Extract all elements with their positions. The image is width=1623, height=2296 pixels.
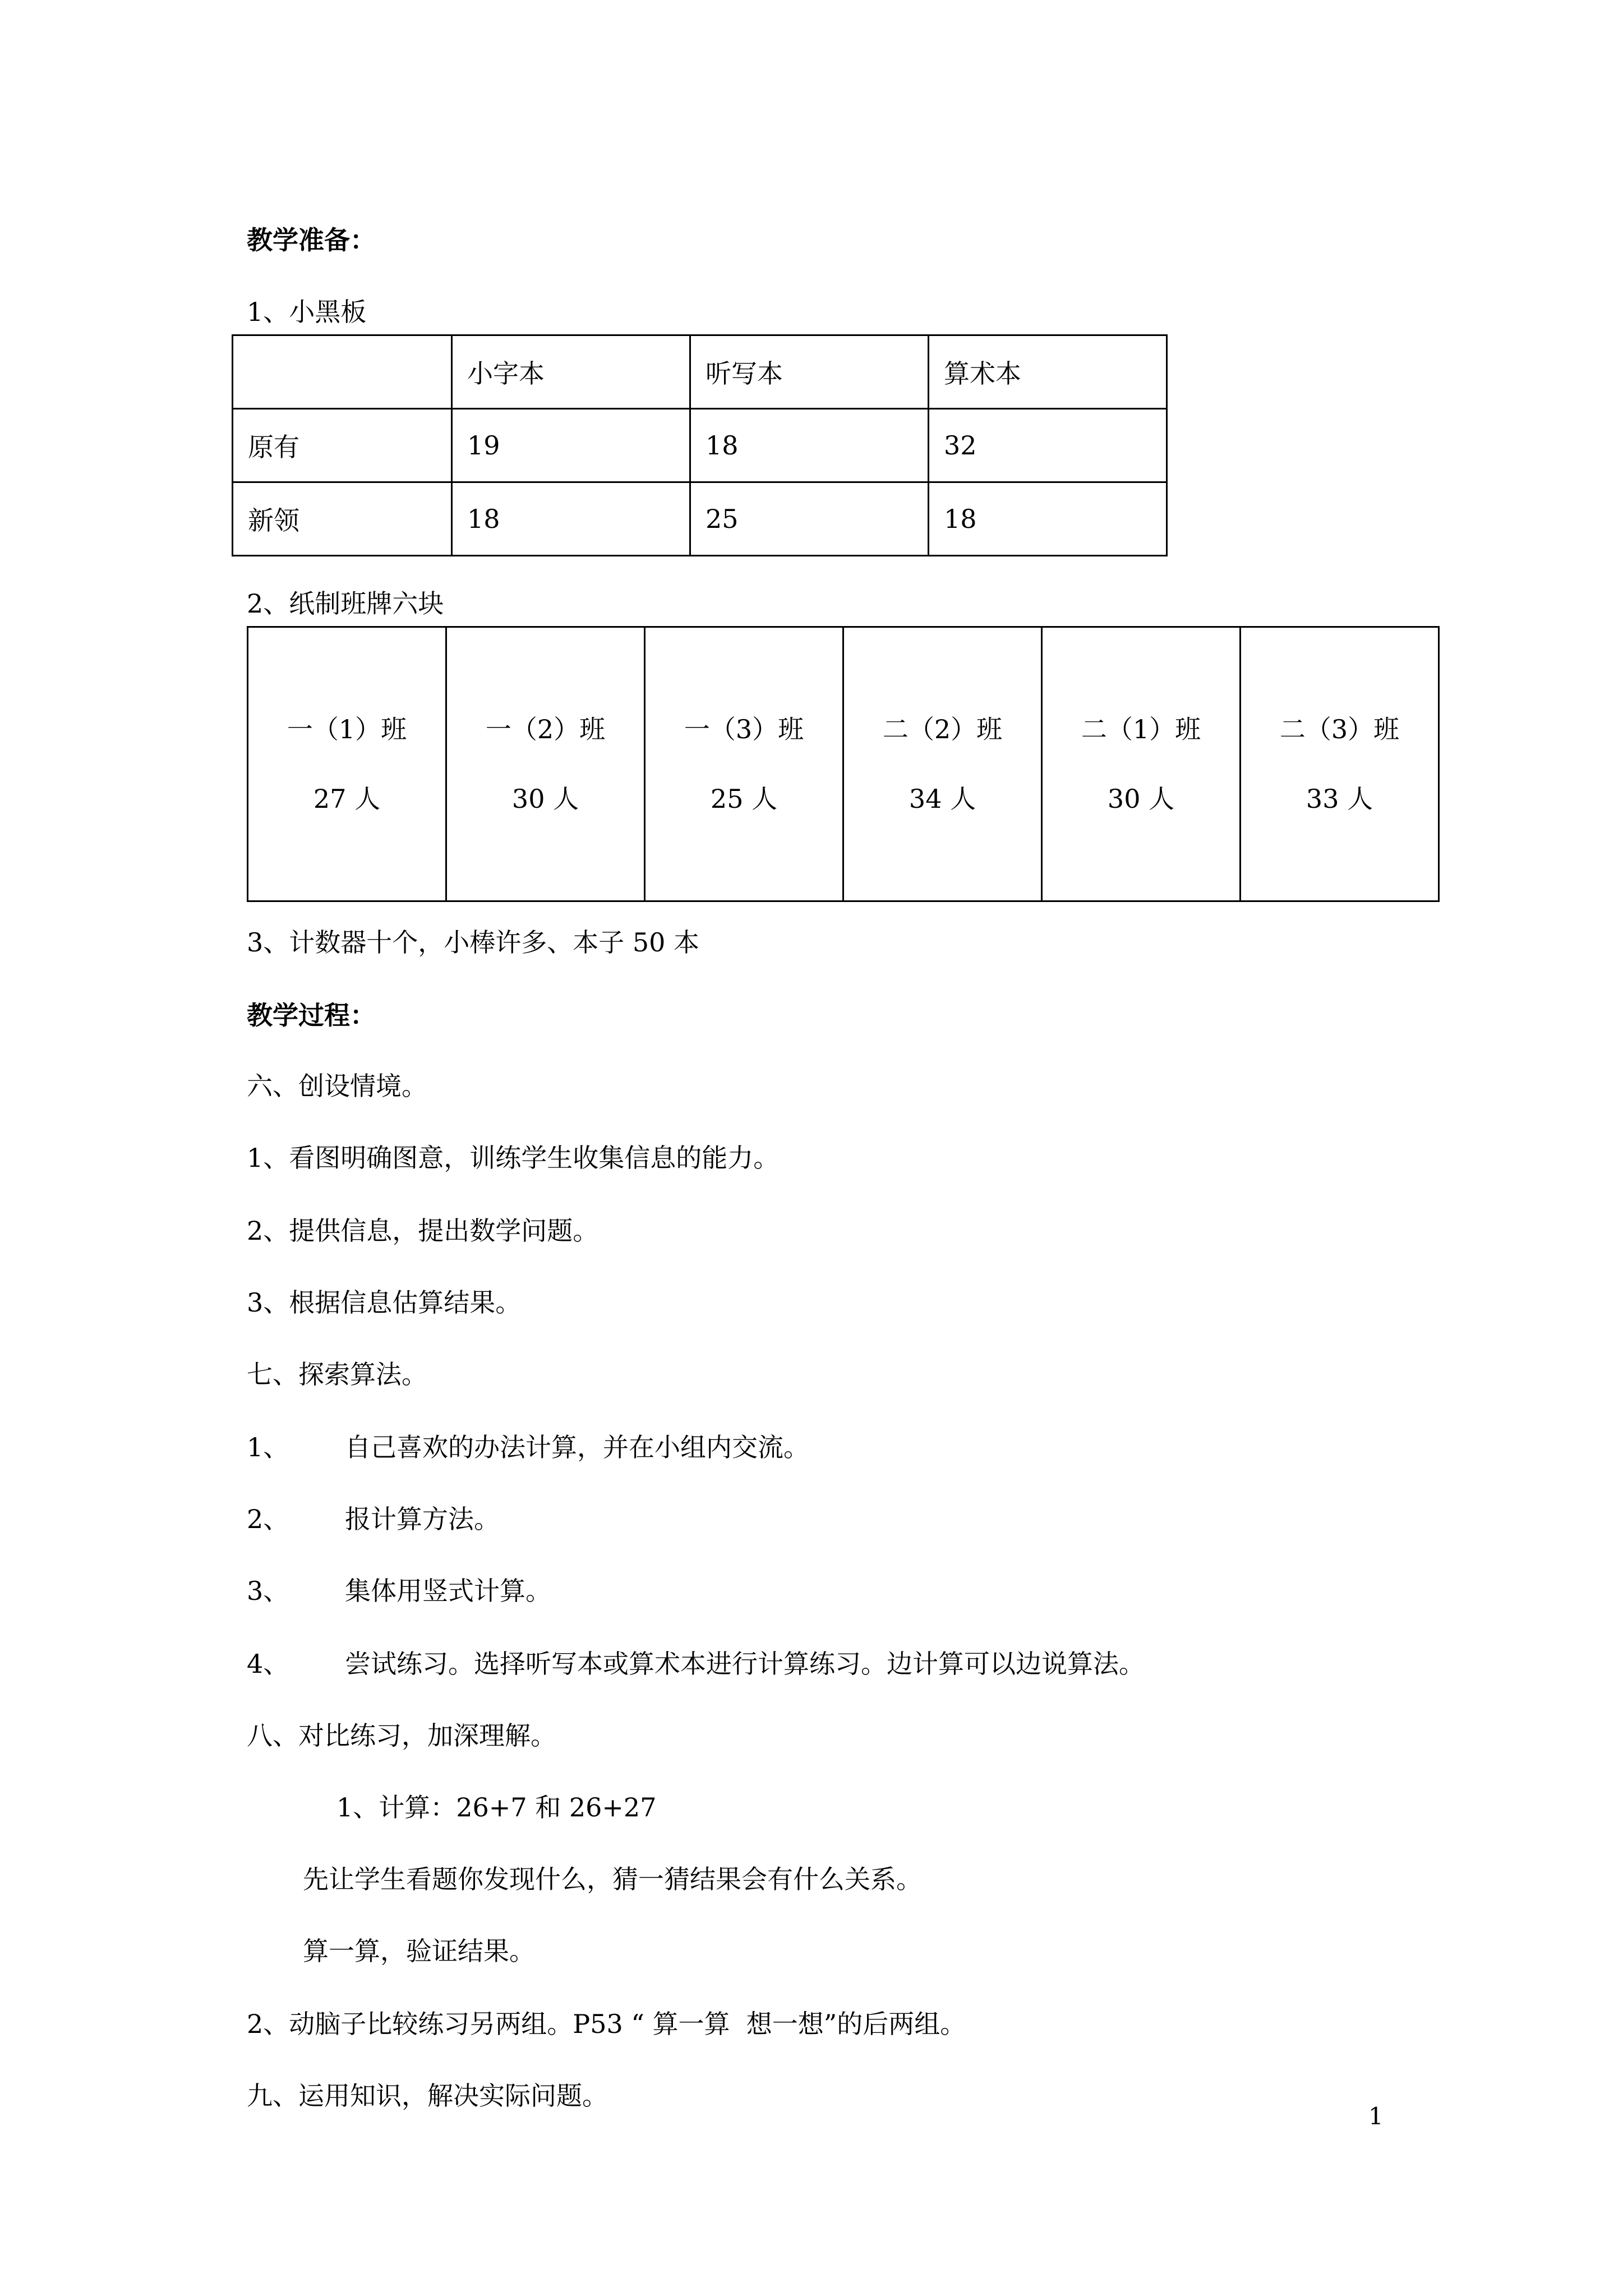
class-card — [1241, 627, 1439, 901]
class-card — [843, 627, 1042, 901]
table-row — [233, 335, 1167, 409]
table-cell: 18 — [452, 482, 690, 556]
class-card-table — [247, 626, 1440, 902]
class-card-name: 一（2）班 — [485, 714, 606, 744]
list-text: 报计算方法。 — [345, 1504, 500, 1534]
part9-title: 九、运用知识，解决实际问题。 — [247, 2081, 608, 2111]
table-cell: 32 — [929, 409, 1167, 482]
table-cell: 19 — [452, 409, 690, 482]
table-header-cell: 听写本 — [690, 335, 929, 409]
list-number: 3、 — [247, 1576, 289, 1606]
class-card-name: 一（3）班 — [684, 714, 804, 744]
prep-heading: 教学准备： — [247, 225, 376, 255]
class-card-count: 30 人 — [1107, 784, 1175, 814]
table-header-cell: 小字本 — [452, 335, 690, 409]
part8-line-2: 算一算，验证结果。 — [303, 1936, 535, 1966]
table-cell: 原有 — [233, 409, 452, 482]
part6-title: 六、创设情境。 — [247, 1071, 427, 1101]
book-count-table — [232, 334, 1168, 556]
list-text: 自己喜欢的办法计算，并在小组内交流。 — [345, 1432, 809, 1462]
part7-item-3 — [247, 1574, 551, 1608]
part8-calc: 1、计算：26+7 和 26+27 — [336, 1792, 657, 1823]
table-cell: 25 — [690, 482, 929, 556]
part7-item-2 — [247, 1502, 500, 1536]
class-card — [446, 627, 645, 901]
prep-item-2: 2、纸制班牌六块 — [247, 588, 444, 619]
list-text: 尝试练习。选择听写本或算术本进行计算练习。边计算可以边说算法。 — [345, 1649, 1145, 1679]
part7-item-4 — [247, 1647, 1145, 1681]
process-heading: 教学过程： — [247, 1000, 376, 1030]
part8-title: 八、对比练习，加深理解。 — [247, 1720, 556, 1751]
class-card-name: 二（3）班 — [1279, 714, 1400, 744]
table-header-cell — [233, 335, 452, 409]
class-card-name: 二（1）班 — [1081, 714, 1201, 744]
part6-item-1: 1、看图明确图意，训练学生收集信息的能力。 — [247, 1143, 780, 1173]
prep-item-1: 1、小黑板 — [247, 297, 367, 327]
table-cell: 18 — [929, 482, 1167, 556]
class-card-name: 一（1）班 — [287, 714, 407, 744]
class-card — [248, 627, 446, 901]
table-cell: 18 — [690, 409, 929, 482]
class-card — [1042, 627, 1241, 901]
table-cell: 新领 — [233, 482, 452, 556]
table-row — [233, 409, 1167, 482]
class-card-count: 33 人 — [1306, 784, 1373, 814]
prep-item-3: 3、计数器十个，小棒许多、本子 50 本 — [247, 927, 700, 958]
part8-line-1: 先让学生看题你发现什么，猜一猜结果会有什么关系。 — [303, 1864, 922, 1894]
class-card-count: 34 人 — [909, 784, 976, 814]
table-row — [233, 482, 1167, 556]
table-header-cell: 算术本 — [929, 335, 1167, 409]
list-number: 2、 — [247, 1504, 289, 1534]
class-card — [645, 627, 843, 901]
list-text: 集体用竖式计算。 — [345, 1576, 551, 1606]
part7-title: 七、探索算法。 — [247, 1359, 427, 1389]
part6-item-2: 2、提供信息，提出数学问题。 — [247, 1216, 599, 1246]
part7-item-1 — [247, 1430, 809, 1464]
class-card-name: 二（2）班 — [882, 714, 1003, 744]
class-card-count: 27 人 — [313, 784, 381, 814]
table-row — [248, 627, 1439, 901]
class-card-count: 30 人 — [511, 784, 579, 814]
list-number: 4、 — [247, 1649, 289, 1679]
part8-item-2: 2、动脑子比较练习另两组。P53 “ 算一算 想一想”的后两组。 — [247, 2009, 966, 2039]
list-number: 1、 — [247, 1432, 289, 1462]
part6-item-3: 3、根据信息估算结果。 — [247, 1287, 522, 1318]
page-number: 1 — [1368, 2102, 1384, 2130]
class-card-count: 25 人 — [710, 784, 778, 814]
